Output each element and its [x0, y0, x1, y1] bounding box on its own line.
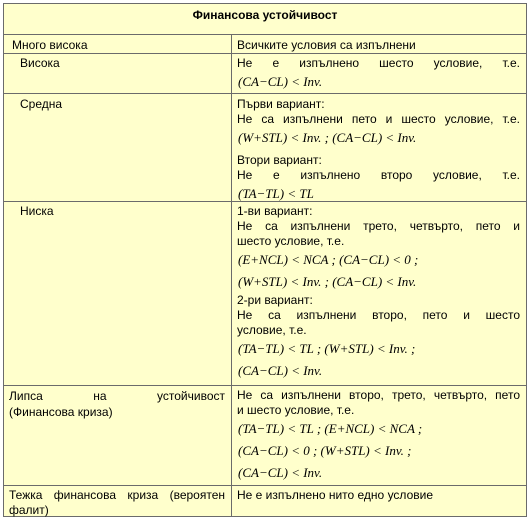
condition-cell	[232, 34, 526, 53]
formula: (CA−CL) < Inv.	[238, 465, 323, 480]
condition-text: Не е изпълнено второ условие, т.е.	[237, 168, 520, 182]
condition-text: Не са изпълнени второ, трето, четвърто, пето	[237, 388, 520, 402]
level-label: Липса на устойчивост	[9, 389, 225, 403]
level-cell	[4, 386, 232, 485]
table-row-low	[4, 202, 526, 386]
table-row-very-high	[4, 34, 526, 54]
financial-stability-table	[3, 3, 527, 517]
formula: (TA−TL) < TL ; (W+STL) < Inv. ;	[238, 341, 416, 356]
table-row-medium	[4, 94, 526, 202]
formula: (TA−TL) < TL	[238, 186, 314, 201]
condition-text: Всичките условия са изпълнени	[237, 38, 416, 52]
condition-text: шесто условие, т.е.	[237, 234, 345, 248]
level-label: Висока	[20, 56, 60, 70]
condition-text: Не е изпълнено нито едно условие	[237, 488, 433, 502]
condition-cell	[232, 54, 526, 93]
condition-cell	[232, 94, 526, 201]
level-label: Ниска	[20, 204, 54, 218]
formula: (TA−TL) < TL ; (E+NCL) < NCA ;	[238, 421, 423, 436]
level-cell	[4, 486, 232, 516]
condition-cell	[232, 202, 526, 385]
level-label: Много висока	[12, 38, 88, 52]
condition-text: Не е изпълнено шесто условие, т.е.	[237, 56, 520, 70]
condition-text: Не са изпълнени пето и шесто условие, т.е.	[237, 112, 520, 126]
condition-cell	[232, 386, 526, 485]
variant-title: Втори вариант:	[237, 153, 322, 167]
formula: (E+NCL) < NCA ; (CA−CL) < 0 ;	[238, 252, 419, 267]
level-label: Тежка финансова криза (вероятен	[9, 488, 225, 502]
formula: (CA−CL) < Inv.	[238, 363, 323, 378]
condition-text: Не са изпълнени второ, пето и шесто	[237, 308, 520, 322]
condition-text: условие, т.е.	[237, 323, 307, 337]
level-cell	[4, 34, 232, 53]
table-row-high	[4, 54, 526, 94]
formula: (CA−CL) < Inv.	[238, 74, 323, 89]
level-label: (Финансова криза)	[9, 405, 113, 419]
table-row-severe-crisis	[4, 486, 526, 516]
table-row-no-stability	[4, 386, 526, 486]
table-title: Финансова устойчивост	[4, 4, 526, 35]
condition-text: и шесто условие, т.е.	[237, 403, 355, 417]
variant-title: 1-ви вариант:	[237, 204, 313, 218]
formula: (W+STL) < Inv. ; (CA−CL) < Inv.	[238, 274, 417, 289]
level-cell	[4, 202, 232, 385]
level-cell	[4, 54, 232, 93]
condition-cell	[232, 486, 526, 516]
variant-title: 2-ри вариант:	[237, 293, 313, 307]
variant-title: Първи вариант:	[237, 97, 325, 111]
level-cell	[4, 94, 232, 201]
level-label: фалит)	[9, 503, 49, 517]
condition-text: Не са изпълнени трето, четвърто, пето и	[237, 219, 520, 233]
formula: (CA−CL) < 0 ; (W+STL) < Inv. ;	[238, 443, 412, 458]
formula: (W+STL) < Inv. ; (CA−CL) < Inv.	[238, 130, 417, 145]
level-label: Средна	[20, 97, 63, 111]
